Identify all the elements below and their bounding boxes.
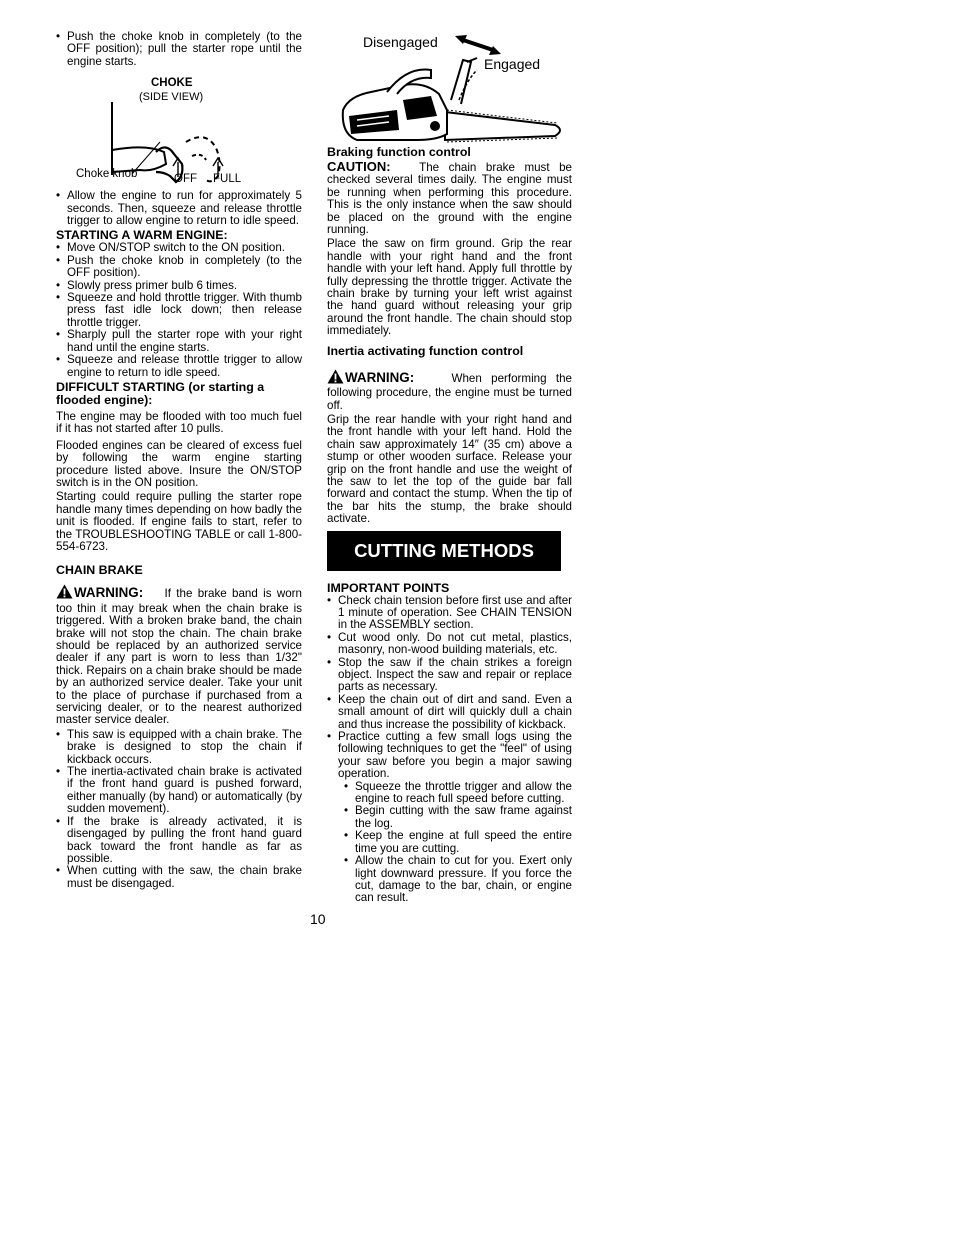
choke-subtitle: (SIDE VIEW) [139,91,204,104]
braking-function-heading: Braking function control [327,145,471,159]
chain-saw-figure [327,30,572,146]
caution-paragraph [327,161,572,236]
page-number: 10 [310,911,326,927]
list-item: • Check chain tension before first use and after 1 minute of operation. See CHAIN TENSION in the ASSEMBLY section. [327,595,572,632]
chain-brake-list [56,729,302,890]
inertia-function-heading: Inertia activating function control [327,343,524,358]
list-item: • The inertia-activated chain brake is activated if the front hand guard is pushed forward, either manually (by hand) or automatically (by sudden movement). [56,766,302,816]
cutting-methods-banner: CUTTING METHODS [327,531,561,571]
list-item: • When cutting with the saw, the chain brake must be disengaged. [56,865,302,890]
caution-label: CAUTION: [327,159,391,174]
list-item: • Squeeze and hold throttle trigger. With thumb press fast idle lock down; then release throttle trigger. [56,292,302,329]
warm-engine-list [56,242,302,378]
list-item: • Push the choke knob in completely (to the OFF position); pull the starter rope until the engine starts. [56,31,302,68]
paragraph: The engine may be flooded with too much fuel if it has not started after 10 pulls. [56,409,302,436]
caution-text: The chain brake must be checked several times daily. The engine must be running when performing this procedure. This is the only instance when the saw should be placed on the ground with the engine running. [327,161,572,237]
technique-list [344,781,572,905]
list-item: • Move ON/STOP switch to the ON position. [56,242,302,254]
warning-label: WARNING: [74,585,144,601]
chain-brake-heading: CHAIN BRAKE [56,563,143,578]
warning-label: WARNING: [345,369,415,385]
engaged-label: Engaged [484,56,541,72]
paragraph: Place the saw on firm ground. Grip the rear handle with your right hand and the front handle with your left hand. Apply full throttle by fully depressing the throttle trigger. Activate the chain brake by turning your left wrist against the hand guard without releasing your grip around the front handle. The chain should stop immediately. [327,237,572,338]
important-points-heading: IMPORTANT POINTS [327,580,450,595]
difficult-starting-heading: DIFFICULT STARTING (or starting a flooded engine): [56,379,265,407]
intro-list [56,31,302,68]
paragraph: Grip the rear handle with your right hand and the front handle with your left hand. Hold the chain saw approximately 14″ (35 cm) above a stump or other wooden surface. Release your grip on the front handle and use the weight of the saw to let the top of the guide bar fall forward and contact the stump. When the tip of the bar hits the stump, the brake should activate. [327,412,572,526]
disengaged-label: Disengaged [363,34,438,50]
choke-title: CHOKE [151,77,193,90]
important-points-list [327,595,572,781]
list-item: • If the brake is already activated, it is disengaged by pulling the front hand guard back toward the front handle as far as possible. [56,816,302,866]
warning-text: If the brake band is worn too thin it may break when the chain brake is triggered. With a broken brake band, the chain brake will not stop the chain. The chain brake should be replaced by an authorized service dealer if any part is worn to less than 1/32" thick. Repairs on a chain brake should be made by an authorized service dealer. Take your unit to the place of purchase if purchased from a servicing dealer, or to the nearest authorized master service dealer. [56,587,302,727]
list-item: • Squeeze the throttle trigger and allow the engine to reach full speed before cutting. [344,781,572,806]
list-item: • Practice cutting a few small logs using the following techniques to get the "feel" of using your saw before you begin a major sawing operation. [327,731,572,781]
list-item: • Push the choke knob in completely (to the OFF position). [56,255,302,280]
list-item: • Stop the saw if the chain strikes a foreign object. Inspect the saw and repair or replace parts as necessary. [327,657,572,694]
list-item: • Allow the chain to cut for you. Exert only light downward pressure. If you force the cut, damage to the bar, chain, or engine can result. [344,855,572,905]
paragraph: Starting could require pulling the starter rope handle many times depending on how badly the unit is flooded. If engine fails to start, refer to the TROUBLESHOOTING TABLE or call 1-800-554-6723. [56,490,302,553]
list-item: • Slowly press primer bulb 6 times. [56,280,302,292]
list-item: • This saw is equipped with a chain brake. The brake is designed to stop the chain if kickback occurs. [56,729,302,766]
list-item: • Keep the chain out of dirt and sand. Even a small amount of dirt will quickly dull a chain and thus increase the possibility of kickback. [327,694,572,731]
list-item: • Sharply pull the starter rope with your right hand until the engine starts. [56,329,302,354]
paragraph: Flooded engines can be cleared of excess fuel by following the warm engine starting procedure listed above. Insure the ON/STOP switch is in the ON position. [56,438,302,489]
list-item: • Cut wood only. Do not cut metal, plastics, masonry, non-wood building materials, etc. [327,632,572,657]
right-column [327,30,572,905]
choke-figure [56,72,302,187]
warning-triangle-icon [327,369,344,387]
list-item: • Begin cutting with the saw frame against the log. [344,805,572,830]
choke-knob-label: Choke knob [76,168,138,181]
inertia-warning [327,369,572,412]
warning-text: When performing the following procedure, the engine must be turned off. [327,371,572,412]
list-item: • Keep the engine at full speed the entire time you are cutting. [344,830,572,855]
left-column [56,31,302,890]
list-item: • Squeeze and release throttle trigger to allow engine to return to idle speed. [56,354,302,379]
chain-brake-warning [56,584,302,726]
list-item: • Allow the engine to run for approximately 5 seconds. Then, squeeze and release throttle trigger to allow engine to return to idle speed. [56,190,302,227]
after-start-list [56,190,302,227]
warning-triangle-icon [56,584,73,602]
off-label: OFF [174,173,197,186]
warm-engine-heading: STARTING A WARM ENGINE: [56,228,228,243]
full-label: FULL [213,173,242,186]
